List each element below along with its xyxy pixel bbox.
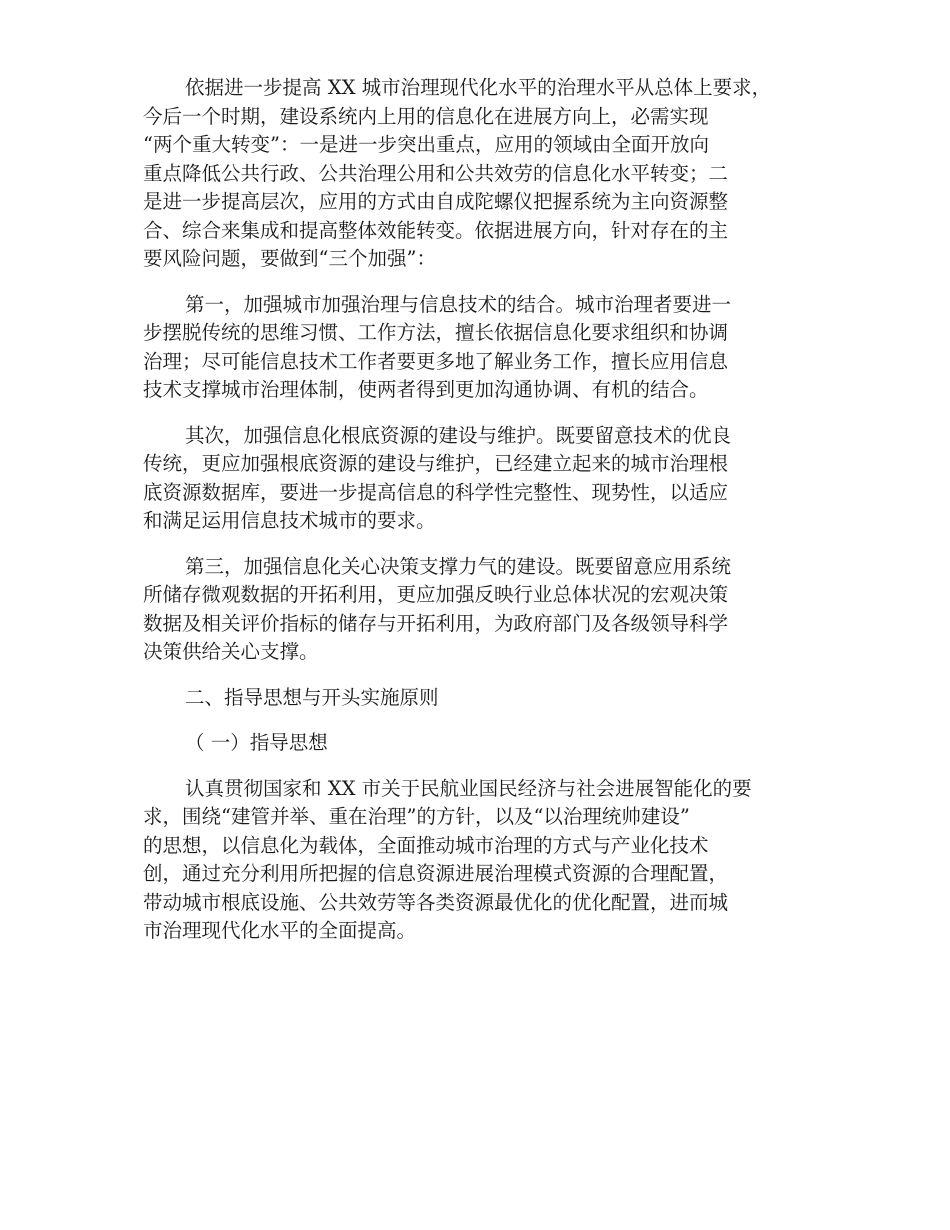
paragraph-line: 底资源数据库，要进一步提高信息的科学性完整性、现势性，以适应 [143,480,729,504]
paragraph-line: 的思想，以信息化为载体，全面推动城市治理的方式与产业化技术 [143,833,709,857]
paragraph-line: 第三，加强信息化关心决策支撑力气的建设。既要留意应用系统 [185,554,732,578]
document-body [143,74,833,963]
paragraph-line: 要风险问题，要做到“三个加强”： [143,247,436,270]
paragraph-line: 数据及相关评价指标的储存与开拓利用，为政府部门及各级领导科学 [143,611,729,635]
paragraph-line: 重点降低公共行政、公共治理公用和公共效劳的信息化水平转变；二 [143,161,729,185]
paragraph-guiding-ideology [143,775,833,946]
paragraph-line: 今后一个时期，建设系统内上用的信息化在进展方向上，必需实现 [143,104,709,128]
paragraph-line: 决策供给关心支撑。 [143,640,319,663]
paragraph-second-strengthen [143,422,833,536]
paragraph-line: 合、综合来集成和提高整体效能转变。依据进展方向，针对存在的主 [143,218,729,242]
paragraph-line: 第一，加强城市加强治理与信息技术的结合。城市治理者要进一 [185,292,732,316]
paragraph-line: 是进一步提高层次，应用的方式由自成陀螺仪把握系统为主向资源整 [143,190,729,213]
paragraph-line: 步摆脱传统的思维习惯、工作方法，擅长依据信息化要求组织和协调 [143,321,729,344]
paragraph-two-transformations [143,74,833,274]
paragraph-line: 求，围绕“建管并举、重在治理”的方针，以及“以治理统帅建设” [143,805,690,828]
paragraph-line: 所储存微观数据的开拓利用，更应加强反映行业总体状况的宏观决策 [143,583,729,606]
paragraph-line: 传统，更应加强根底资源的建设与维护，已经建立起来的城市治理根 [143,452,729,475]
paragraph-line: 其次，加强信息化根底资源的建设与维护。既要留意技术的优良 [185,423,732,447]
paragraph-line: “两个重大转变”：一是进一步突出重点，应用的领域由全面开放向 [143,133,709,156]
paragraph-line: 市治理现代化水平的全面提高。 [143,919,417,942]
paragraph-third-strengthen [143,553,833,667]
paragraph-line: 认真贯彻国家和 XX 市关于民航业国民经济与社会进展智能化的要 [185,776,752,800]
paragraph-line: 带动城市根底设施、公共效劳等各类资源最优化的优化配置，进而城 [143,890,729,914]
paragraph-line: 创，通过充分利用所把握的信息资源进展治理模式资源的合理配置， [143,862,729,885]
paragraph-line: 技术支撑城市治理体制，使两者得到更加沟通协调、有机的结合。 [143,378,709,401]
paragraph-line: 依据进一步提高 XX 城市治理现代化水平的治理水平从总体上要求， [185,76,772,99]
paragraph-line: 治理；尽可能信息技术工作者要更多地了解业务工作，擅长应用信息 [143,349,729,373]
section-heading: 二、指导思想与开头实施原则 [185,685,439,709]
paragraph-line: 和满足运用信息技术城市的要求。 [143,509,436,532]
paragraph-first-strengthen [143,291,833,405]
subsection-heading: （ 一）指导思想 [185,731,328,754]
